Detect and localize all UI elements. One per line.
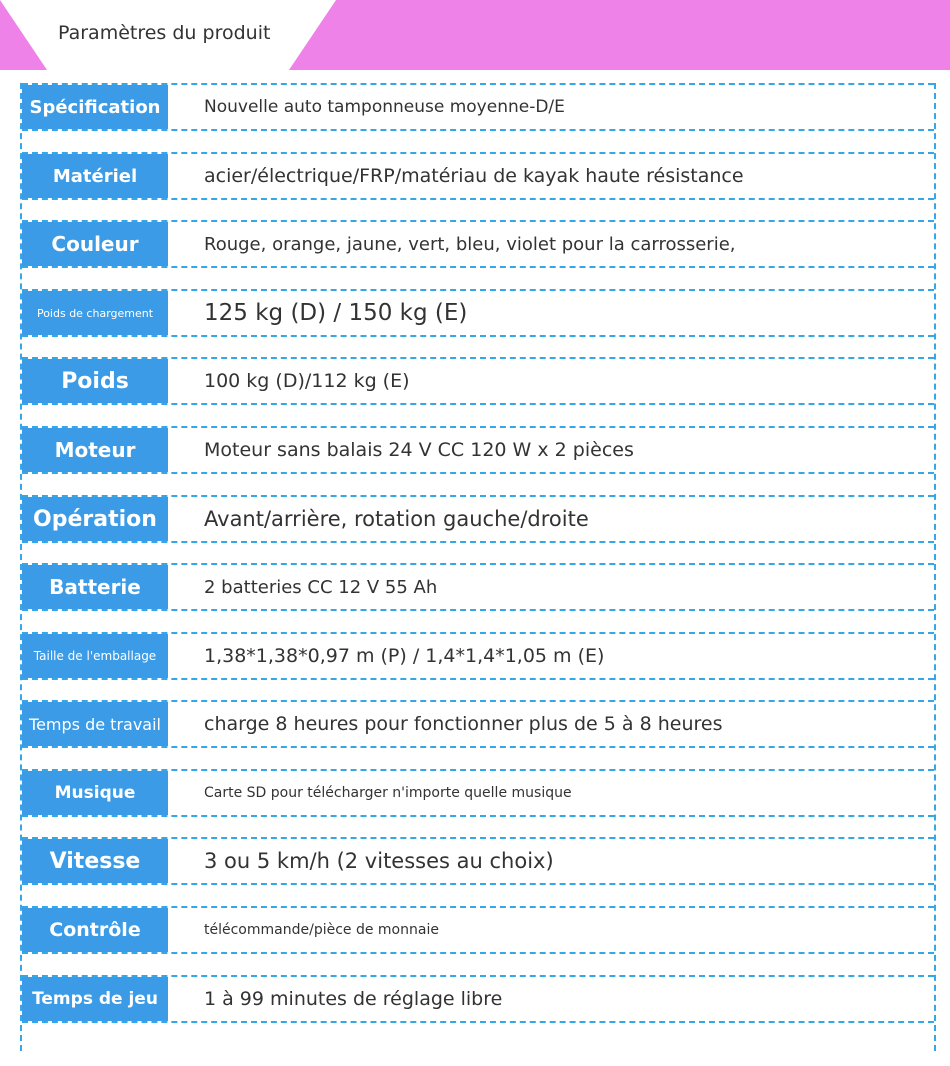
row-label: Batterie: [22, 565, 168, 609]
row-label: Taille de l'emballage: [22, 634, 168, 678]
spec-row-load-weight: [22, 289, 934, 337]
row-label: Temps de jeu: [22, 977, 168, 1021]
row-label: Poids: [22, 359, 168, 403]
row-label: Moteur: [22, 428, 168, 472]
row-value: 125 kg (D) / 150 kg (E): [204, 300, 468, 326]
spec-row-operation: [22, 495, 934, 543]
spec-row-package-size: [22, 632, 934, 680]
row-value: charge 8 heures pour fonctionner plus de 5 à 8 heures: [204, 713, 723, 735]
row-label: Poids de chargement: [22, 291, 168, 335]
row-value: 1 à 99 minutes de réglage libre: [204, 988, 503, 1010]
spec-row-weight: [22, 357, 934, 405]
row-value: Avant/arrière, rotation gauche/droite: [204, 507, 589, 531]
spec-row-music: [22, 769, 934, 817]
spec-row-control: [22, 906, 934, 954]
row-value: acier/électrique/FRP/matériau de kayak haute résistance: [204, 165, 744, 187]
row-label: Spécification: [22, 85, 168, 129]
row-value: 2 batteries CC 12 V 55 Ah: [204, 576, 438, 598]
row-label: Musique: [22, 771, 168, 815]
spec-row-working-time: [22, 700, 934, 748]
row-value: 1,38*1,38*0,97 m (P) / 1,4*1,4*1,05 m (E): [204, 645, 605, 667]
spec-row-material: [22, 152, 934, 200]
row-label: Matériel: [22, 154, 168, 198]
row-label: Temps de travail: [22, 702, 168, 746]
row-value: Rouge, orange, jaune, vert, bleu, violet pour la carrosserie,: [204, 233, 736, 255]
row-value: Nouvelle auto tamponneuse moyenne-D/E: [204, 97, 565, 117]
spec-row-motor: [22, 426, 934, 474]
row-label: Vitesse: [22, 839, 168, 883]
row-value: Moteur sans balais 24 V CC 120 W x 2 pièces: [204, 439, 634, 461]
page-title: Paramètres du produit: [58, 22, 271, 44]
spec-row-battery: [22, 563, 934, 611]
row-value: Carte SD pour télécharger n'importe quelle musique: [204, 785, 572, 801]
row-value: 100 kg (D)/112 kg (E): [204, 370, 410, 392]
spec-table: [20, 83, 936, 1051]
spec-row-specification: [22, 83, 934, 131]
spec-row-color: [22, 220, 934, 268]
row-value: 3 ou 5 km/h (2 vitesses au choix): [204, 849, 554, 873]
row-label: Couleur: [22, 222, 168, 266]
row-value: télécommande/pièce de monnaie: [204, 922, 439, 938]
row-label: Opération: [22, 497, 168, 541]
row-label: Contrôle: [22, 908, 168, 952]
spec-row-play-time: [22, 975, 934, 1023]
spec-row-speed: [22, 837, 934, 885]
